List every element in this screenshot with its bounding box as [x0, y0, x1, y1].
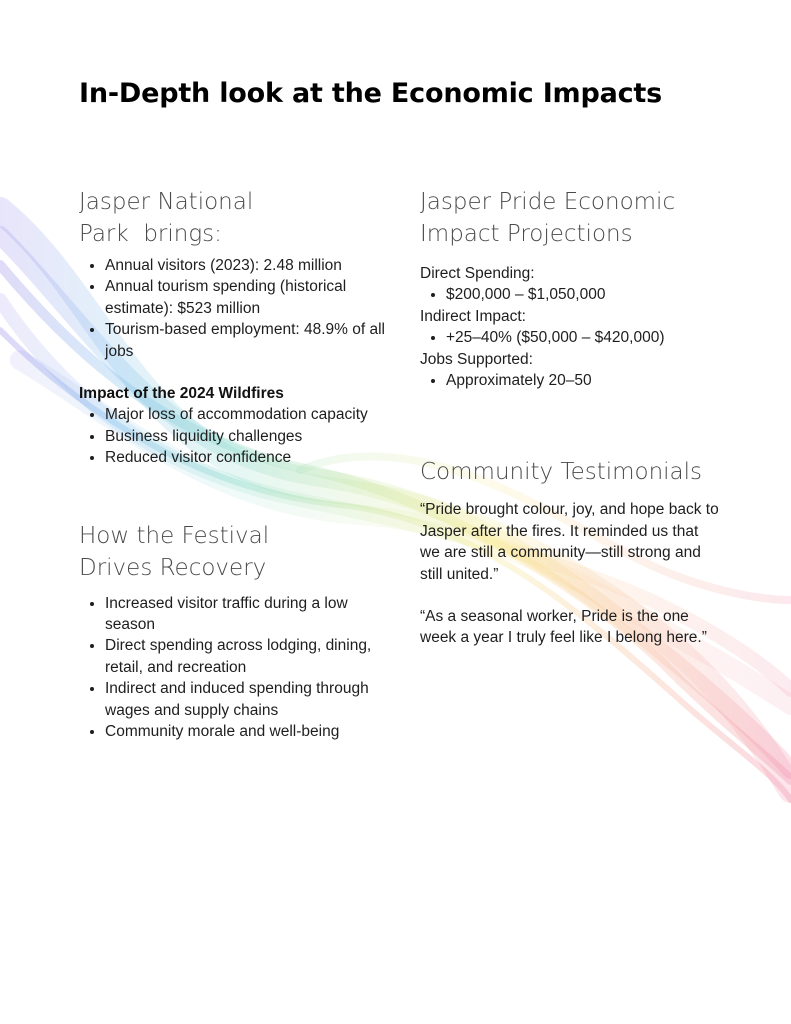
festival-heading-line2: Drives Recovery	[79, 554, 267, 581]
right-column	[420, 186, 720, 649]
projections-heading-line1: Jasper Pride Economic	[420, 189, 676, 215]
page-title: In-Depth look at the Economic Impacts	[79, 78, 663, 109]
wildfires-section	[79, 383, 389, 469]
jasper-park-heading-line2: Park brings:	[79, 221, 222, 247]
testimonial-quote: “As a seasonal worker, Pride is the one week a year I truly feel like I belong here.”	[420, 608, 707, 647]
list-item: • Increased visitor traffic during a low season	[105, 593, 389, 636]
list-item: • Direct spending across lodging, dining, retail, and recreation	[105, 635, 389, 678]
indirect-impact-value: • +25–40% ($50,000 – $420,000)	[446, 327, 720, 348]
jasper-park-list	[79, 255, 389, 362]
projections-section	[420, 186, 720, 391]
jasper-park-heading	[79, 186, 389, 250]
festival-list	[79, 593, 389, 743]
list-item: • Major loss of accommodation capacity	[105, 404, 389, 425]
jasper-park-section	[79, 186, 389, 362]
jobs-supported-value: • Approximately 20–50	[446, 370, 720, 391]
festival-heading	[79, 520, 389, 584]
list-item: • Reduced visitor confidence	[105, 447, 389, 468]
list-item: • Business liquidity challenges	[105, 426, 389, 447]
list-item: • Annual visitors (2023): 2.48 million	[105, 255, 389, 276]
festival-section	[79, 520, 389, 743]
festival-heading-line1: How the Festival	[79, 522, 270, 549]
list-item: • Annual tourism spending (historical estimate): $523 million	[105, 276, 389, 319]
jobs-supported-list	[420, 370, 720, 391]
jasper-park-heading-line1: Jasper National	[79, 189, 254, 215]
list-item: • Tourism-based employment: 48.9% of all jobs	[105, 319, 389, 362]
wildfires-list	[79, 404, 389, 468]
direct-spending-value: • $200,000 – $1,050,000	[446, 284, 720, 305]
projections-body	[420, 263, 720, 391]
list-item: • Community morale and well-being	[105, 721, 389, 742]
direct-spending-list	[420, 284, 720, 305]
projections-heading-line2: Impact Projections	[420, 221, 633, 247]
left-column	[79, 186, 389, 743]
indirect-impact-label: Indirect Impact:	[420, 307, 526, 325]
list-item: • Indirect and induced spending through wages and supply chains	[105, 678, 389, 721]
testimonial-quote: “Pride brought colour, joy, and hope back to Jasper after the fires. It reminded us that we are still a community—still strong and still united.”	[420, 501, 719, 583]
jobs-supported-label: Jobs Supported:	[420, 350, 533, 368]
wildfires-heading: Impact of the 2024 Wildfires	[79, 385, 284, 403]
testimonials-section	[420, 456, 720, 648]
projections-heading	[420, 186, 720, 250]
indirect-impact-list	[420, 327, 720, 348]
testimonials-heading: Community Testimonials	[420, 459, 703, 486]
direct-spending-label: Direct Spending:	[420, 265, 535, 282]
